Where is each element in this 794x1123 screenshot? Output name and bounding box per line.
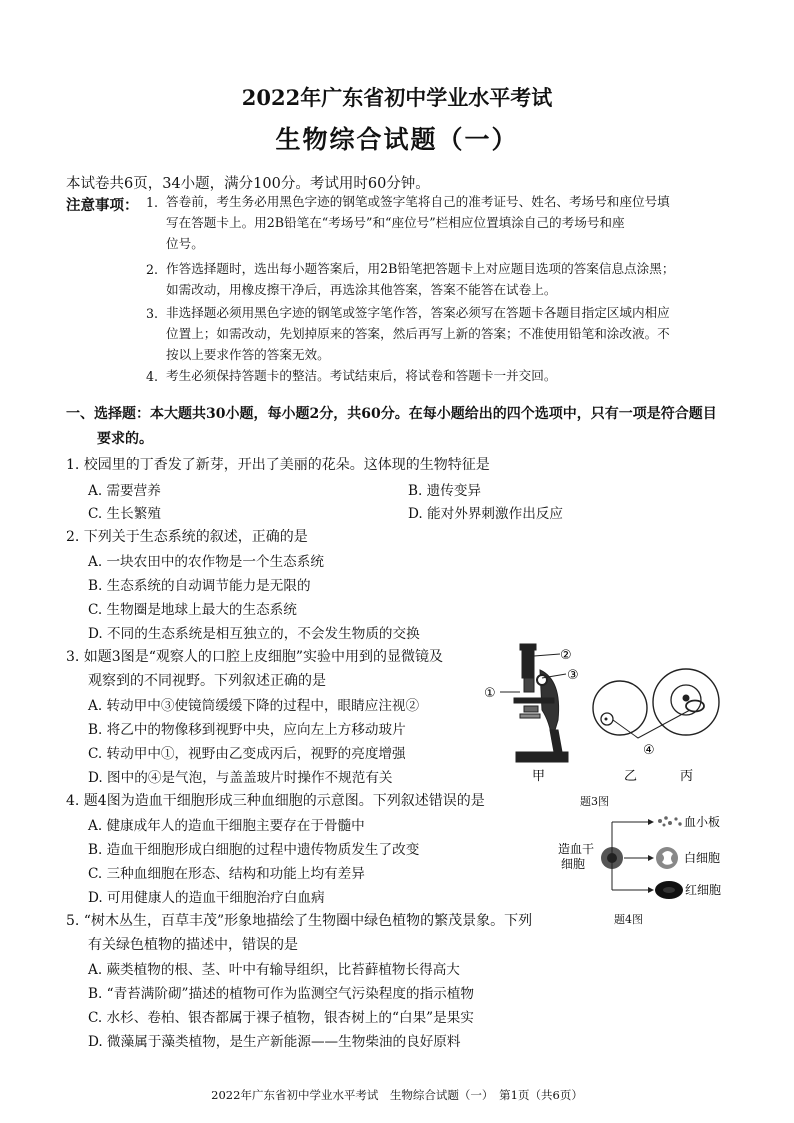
question-3-option-c: C. 转动甲中①，视野由乙变成丙后，视野的亮度增强 bbox=[88, 746, 406, 762]
figure-4 bbox=[552, 808, 752, 928]
fig3-label-4: ④ bbox=[643, 743, 655, 758]
fig3-label-3: ③ bbox=[567, 668, 579, 683]
note-line: 按以上要求作答的答案无效。 bbox=[166, 347, 330, 362]
fig4-source-line1: 造血干 bbox=[558, 842, 595, 856]
fig4-source-line2: 细胞 bbox=[561, 857, 586, 871]
note-line: 位号。 bbox=[166, 236, 204, 251]
note-item bbox=[166, 302, 670, 365]
question-2-option-c: C. 生物圈是地球上最大的生态系统 bbox=[88, 602, 297, 618]
question-3-stem-cont: 观察到的不同视野。下列叙述正确的是 bbox=[88, 673, 326, 689]
question-3-stem: 3. 如题3图是“观察人的口腔上皮细胞”实验中用到的显微镜及 bbox=[66, 649, 444, 665]
fig3-label-1: ① bbox=[484, 686, 496, 701]
question-4-option-a: A. 健康成年人的造血干细胞主要存在于骨髓中 bbox=[88, 818, 365, 834]
note-number: 4. bbox=[146, 369, 159, 384]
section-heading: 一、选择题：本大题共30小题，每小题2分，共60分。在每小题给出的四个选项中，只有一项是符合题目 bbox=[66, 406, 717, 422]
note-line: 答卷前，考生务必用黑色字迹的钢笔或签字笔将自己的准考证号、姓名、考场号和座位号填 bbox=[166, 194, 670, 209]
note-item bbox=[166, 258, 674, 300]
question-4-option-c: C. 三种血细胞在形态、结构和功能上均有差异 bbox=[88, 866, 365, 882]
question-2-option-d: D. 不同的生态系统是相互独立的，不会发生物质的交换 bbox=[88, 626, 420, 642]
page-footer: 2022年广东省初中学业水平考试 生物综合试题（一） 第1页（共6页） bbox=[211, 1088, 583, 1102]
exam-title: 2022年广东省初中学业水平考试 bbox=[241, 85, 553, 110]
question-5-option-d: D. 微藻属于藻类植物，是生产新能源——生物柴油的良好原料 bbox=[88, 1034, 461, 1050]
question-2-stem: 2. 下列关于生态系统的叙述，正确的是 bbox=[66, 529, 308, 545]
note-item bbox=[166, 365, 556, 386]
question-4-option-d: D. 可用健康人的造血干细胞治疗白血病 bbox=[88, 890, 325, 906]
microscope-diagram bbox=[480, 640, 730, 810]
fig3-name-jia: 甲 bbox=[532, 769, 546, 784]
fig4-target-white: 白细胞 bbox=[684, 851, 721, 865]
figure-3-caption: 题3图 bbox=[580, 795, 609, 808]
question-3-option-b: B. 将乙中的物像移到视野中央，应向左上方移动玻片 bbox=[88, 722, 406, 738]
question-2-option-b: B. 生态系统的自动调节能力是无限的 bbox=[88, 578, 311, 594]
question-5-stem: 5. “树木丛生，百草丰茂”形象地描绘了生物圈中绿色植物的繁茂景象。下列 bbox=[66, 913, 533, 929]
question-1-option-c: C. 生长繁殖 bbox=[88, 506, 161, 522]
question-5-stem-cont: 有关绿色植物的描述中，错误的是 bbox=[88, 937, 298, 953]
note-item bbox=[166, 191, 670, 254]
figure-3 bbox=[480, 640, 730, 810]
fig3-label-2: ② bbox=[560, 648, 572, 663]
note-number: 1. bbox=[146, 195, 159, 210]
question-1-option-d: D. 能对外界刺激作出反应 bbox=[408, 506, 563, 522]
note-line: 作答选择题时，选出每小题答案后，用2B铅笔把答题卡上对应题目选项的答案信息点涂黑； bbox=[166, 261, 675, 276]
question-4-stem: 4. 题4图为造血干细胞形成三种血细胞的示意图。下列叙述错误的是 bbox=[66, 793, 485, 809]
question-5-option-a: A. 蕨类植物的根、茎、叶中有输导组织，比苔藓植物长得高大 bbox=[88, 962, 460, 978]
note-line: 如需改动，用橡皮擦干净后，再选涂其他答案，答案不能答在试卷上。 bbox=[166, 282, 557, 297]
question-5-option-c: C. 水杉、卷柏、银杏都属于裸子植物，银杏树上的“白果”是果实 bbox=[88, 1010, 474, 1026]
note-line: 考生必须保持答题卡的整洁。考试结束后，将试卷和答题卡一并交回。 bbox=[166, 368, 557, 383]
note-line: 非选择题必须用黑色字迹的钢笔或签字笔作答，答案必须写在答题卡各题目指定区域内相应 bbox=[166, 305, 670, 320]
white-cell-icon bbox=[656, 847, 678, 869]
fig4-target-red: 红细胞 bbox=[685, 883, 722, 897]
exam-info: 本试卷共6页，34小题，满分100分。考试用时60分钟。 bbox=[66, 176, 430, 192]
fig4-target-platelet: 血小板 bbox=[684, 815, 721, 829]
fig3-name-bing: 丙 bbox=[680, 769, 694, 784]
question-3-option-d: D. 图中的④是气泡，与盖盖玻片时操作不规范有关 bbox=[88, 770, 393, 786]
note-line: 写在答题卡上。用2B铅笔在“考场号”和“座位号”栏相应位置填涂自己的考场号和座 bbox=[166, 215, 625, 230]
question-3-option-a: A. 转动甲中③使镜筒缓缓下降的过程中，眼睛应注视② bbox=[88, 698, 420, 714]
fig3-name-yi: 乙 bbox=[624, 769, 638, 784]
note-number: 2. bbox=[146, 262, 159, 277]
note-number: 3. bbox=[146, 306, 159, 321]
paper-title: 生物综合试题（一） bbox=[275, 125, 519, 154]
view-yi-circle bbox=[593, 681, 647, 735]
notes-label: 注意事项： bbox=[66, 197, 139, 214]
question-1-option-b: B. 遗传变异 bbox=[408, 483, 482, 499]
note-line: 位置上；如需改动，先划掉原来的答案，然后再写上新的答案；不准使用铅笔和涂改液。不 bbox=[166, 326, 670, 341]
blood-cell-diagram bbox=[552, 808, 752, 908]
question-1-option-a: A. 需要营养 bbox=[88, 483, 161, 499]
figure-4-caption: 题4图 bbox=[614, 913, 643, 926]
question-1-stem: 1. 校园里的丁香发了新芽，开出了美丽的花朵。这体现的生物特征是 bbox=[66, 457, 490, 473]
platelet-icon bbox=[658, 816, 682, 826]
section-heading-cont: 要求的。 bbox=[97, 431, 153, 447]
question-4-option-b: B. 造血干细胞形成白细胞的过程中遗传物质发生了改变 bbox=[88, 842, 420, 858]
question-5-option-b: B. “青苔满阶砌”描述的植物可作为监测空气污染程度的指示植物 bbox=[88, 986, 474, 1002]
question-2-option-a: A. 一块农田中的农作物是一个生态系统 bbox=[88, 554, 324, 570]
